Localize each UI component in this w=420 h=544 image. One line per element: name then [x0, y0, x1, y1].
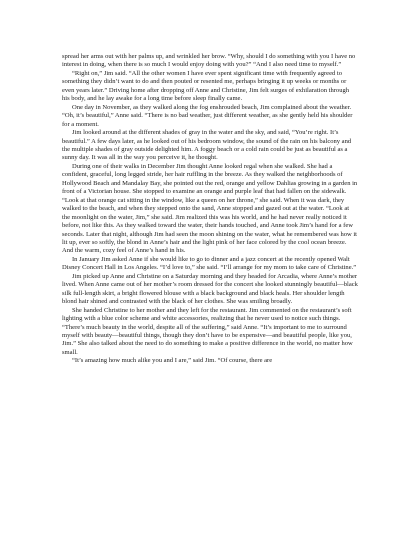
paragraph: spread her arms out with her palms up, and wrinkled her brow. “Why, should I do something with you I have no interest in doing, when there is so much I would enjoy doing with you?” “And I also need time to myself.” — [62, 53, 356, 69]
paragraph: One day in November, as they walked along the fog enshrouded beach, Jim complained about the weather. “Oh, it’s beautiful,” Anne said. “There is no bad weather, just different weather, as she gently held his shoulder for a moment. — [62, 103, 353, 128]
paragraph: “Right on,” Jim said. “All the other women I have ever spent significant time with frequently agreed to something they didn’t want to do and then pouted or resented me, perhaps bringing it up weeks or months or even years later.” Driving home after dropping off Anne and Christine, Jim felt surges of exhilaration through his body, and he lay awake for a long time before sleep finally came. — [62, 69, 350, 103]
paragraph: Jim picked up Anne and Christine on a Saturday morning and they headed for Arcadia, where Anne’s mother lived. When Anne came out of her mother’s room dressed for the concert she looked stunningly beautiful—black silk full-length skirt, a bright flowered blouse with a black background and black heals. Her shoulder length blond hair shined and contrasted with the black of her clothes. She was smiling broadly. — [62, 272, 358, 306]
paragraph: “It’s amazing how much alike you and I are,” said Jim. “Of course, there are — [72, 357, 273, 365]
paragraph: She handed Christine to her mother and they left for the restaurant. Jim commented on the restaurant’s soft lighting with a blue color scheme and white accessories, realizing that he never used to notice such things. “There’s much beauty in the world, despite all of the suffering,” said Anne. “It’s important to me to surround myself with beauty—beautiful things, though they don’t have to be expensive—and beautiful people, like you, Jim.” She also talked about the need to do something to make a positive difference in the world, no matter how small. — [62, 306, 353, 356]
paragraph: In January Jim asked Anne if she would like to go to dinner and a jazz concert at the recently opened Walt Disney Concert Hall in Los Angeles. “I’d love to,” she said. “I’ll arrange for my mom to take care of Christine.” — [62, 255, 357, 272]
paragraph: During one of their walks in December Jim thought Anne looked regal when she walked. She had a confident, graceful, long legged stride, her hair ruffling in the breeze. As they walked the neighborhoods of Hollywood Beach and Mandalay Bay, she pointed out the red, orange and yellow Dahlias growing in a garden in front of a Victorian house. She stopped to examine an orange and purple leaf that had fallen on the sidewalk. “Look at that orange cat sitting in the window, like a queen on her throne,” she said. When it was dark, they walked to the beach, and when they stepped onto the sand, Anne stopped and gazed out at the water. “Look at the moonlight on the water, Jim,” she said. Jim realized this was his world, and he had never really noticed it before, not like this. As they walked toward the water, their hands touched, and Anne took Jim’s hand for a few seconds. Later that night, although Jim had seen the moon shining on the water, what he remembered was how it lit up, ever so softly, the blond in Anne’s hair and the light pink of her face colored by the cool ocean breeze. And the warm, cozy feel of Anne’s hand in his. — [62, 162, 358, 255]
paragraph: Jim looked around at the different shades of gray in the water and the sky, and said, “You’re right. It’s beautiful.” A few days later, as he looked out of his bedroom window, the sound of the rain on his balcony and the multiple shades of gray outside delighted him. A foggy beach or a cold rain could be just as beautiful as a sunny day. It was all in the way you perceive it, he thought. — [62, 129, 352, 162]
